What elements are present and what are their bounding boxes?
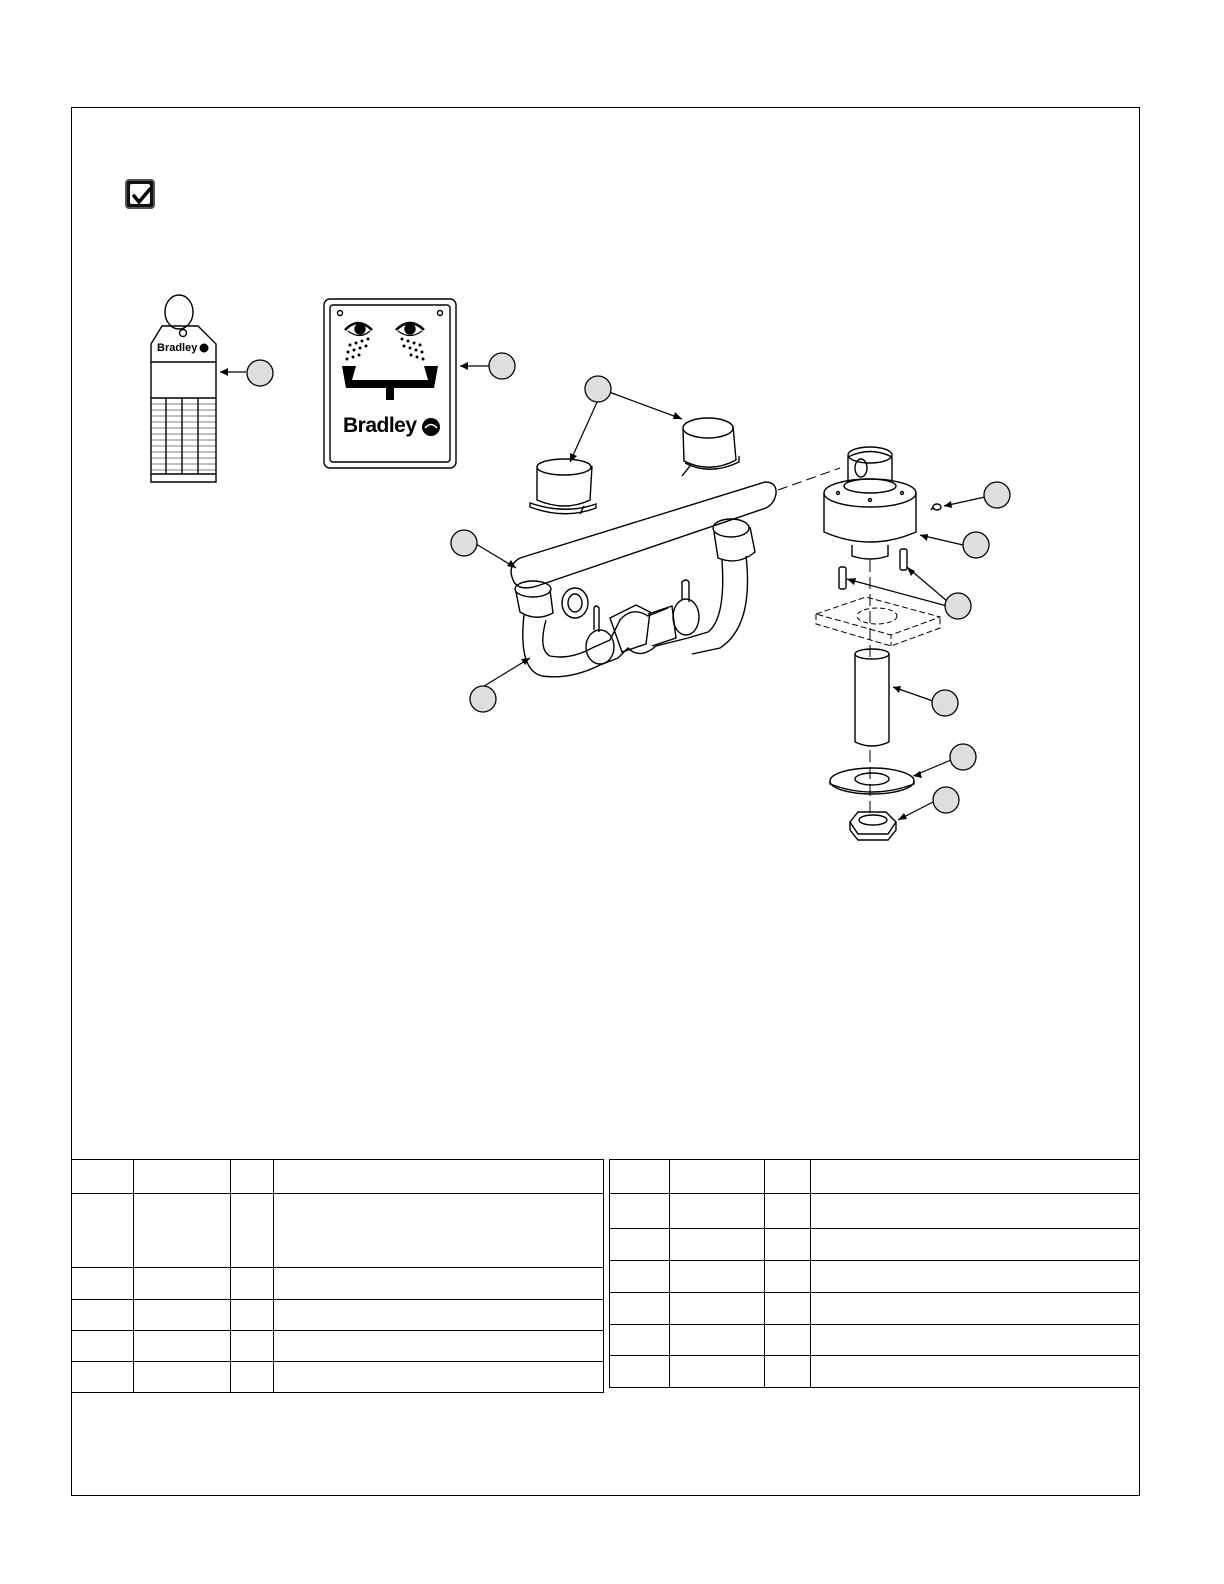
dust-cover-left [530, 459, 596, 514]
table-row [610, 1261, 1140, 1293]
table-row [610, 1194, 1140, 1229]
table-row [610, 1356, 1140, 1388]
tag-logo-icon [199, 343, 209, 353]
dust-cover-right [682, 418, 739, 476]
table-row [72, 1300, 604, 1331]
table-header-row [72, 1160, 604, 1194]
table-row [610, 1229, 1140, 1261]
valve-body [816, 447, 941, 840]
table-row [72, 1362, 604, 1393]
parts-table-right [609, 1159, 1140, 1388]
eyewash-sign [324, 299, 456, 468]
table-row [610, 1293, 1140, 1325]
parts-table-left [71, 1159, 604, 1393]
sign-brand-label: Bradley [343, 414, 417, 437]
table-row [72, 1194, 604, 1268]
tag-brand-label: Bradley [157, 342, 198, 354]
sign-logo-icon [421, 417, 441, 437]
eyewash-pipe-assembly [511, 468, 840, 677]
table-header-row [610, 1160, 1140, 1194]
table-row [72, 1268, 604, 1300]
table-row [610, 1325, 1140, 1356]
table-row [72, 1331, 604, 1362]
inspection-tag [151, 295, 216, 482]
